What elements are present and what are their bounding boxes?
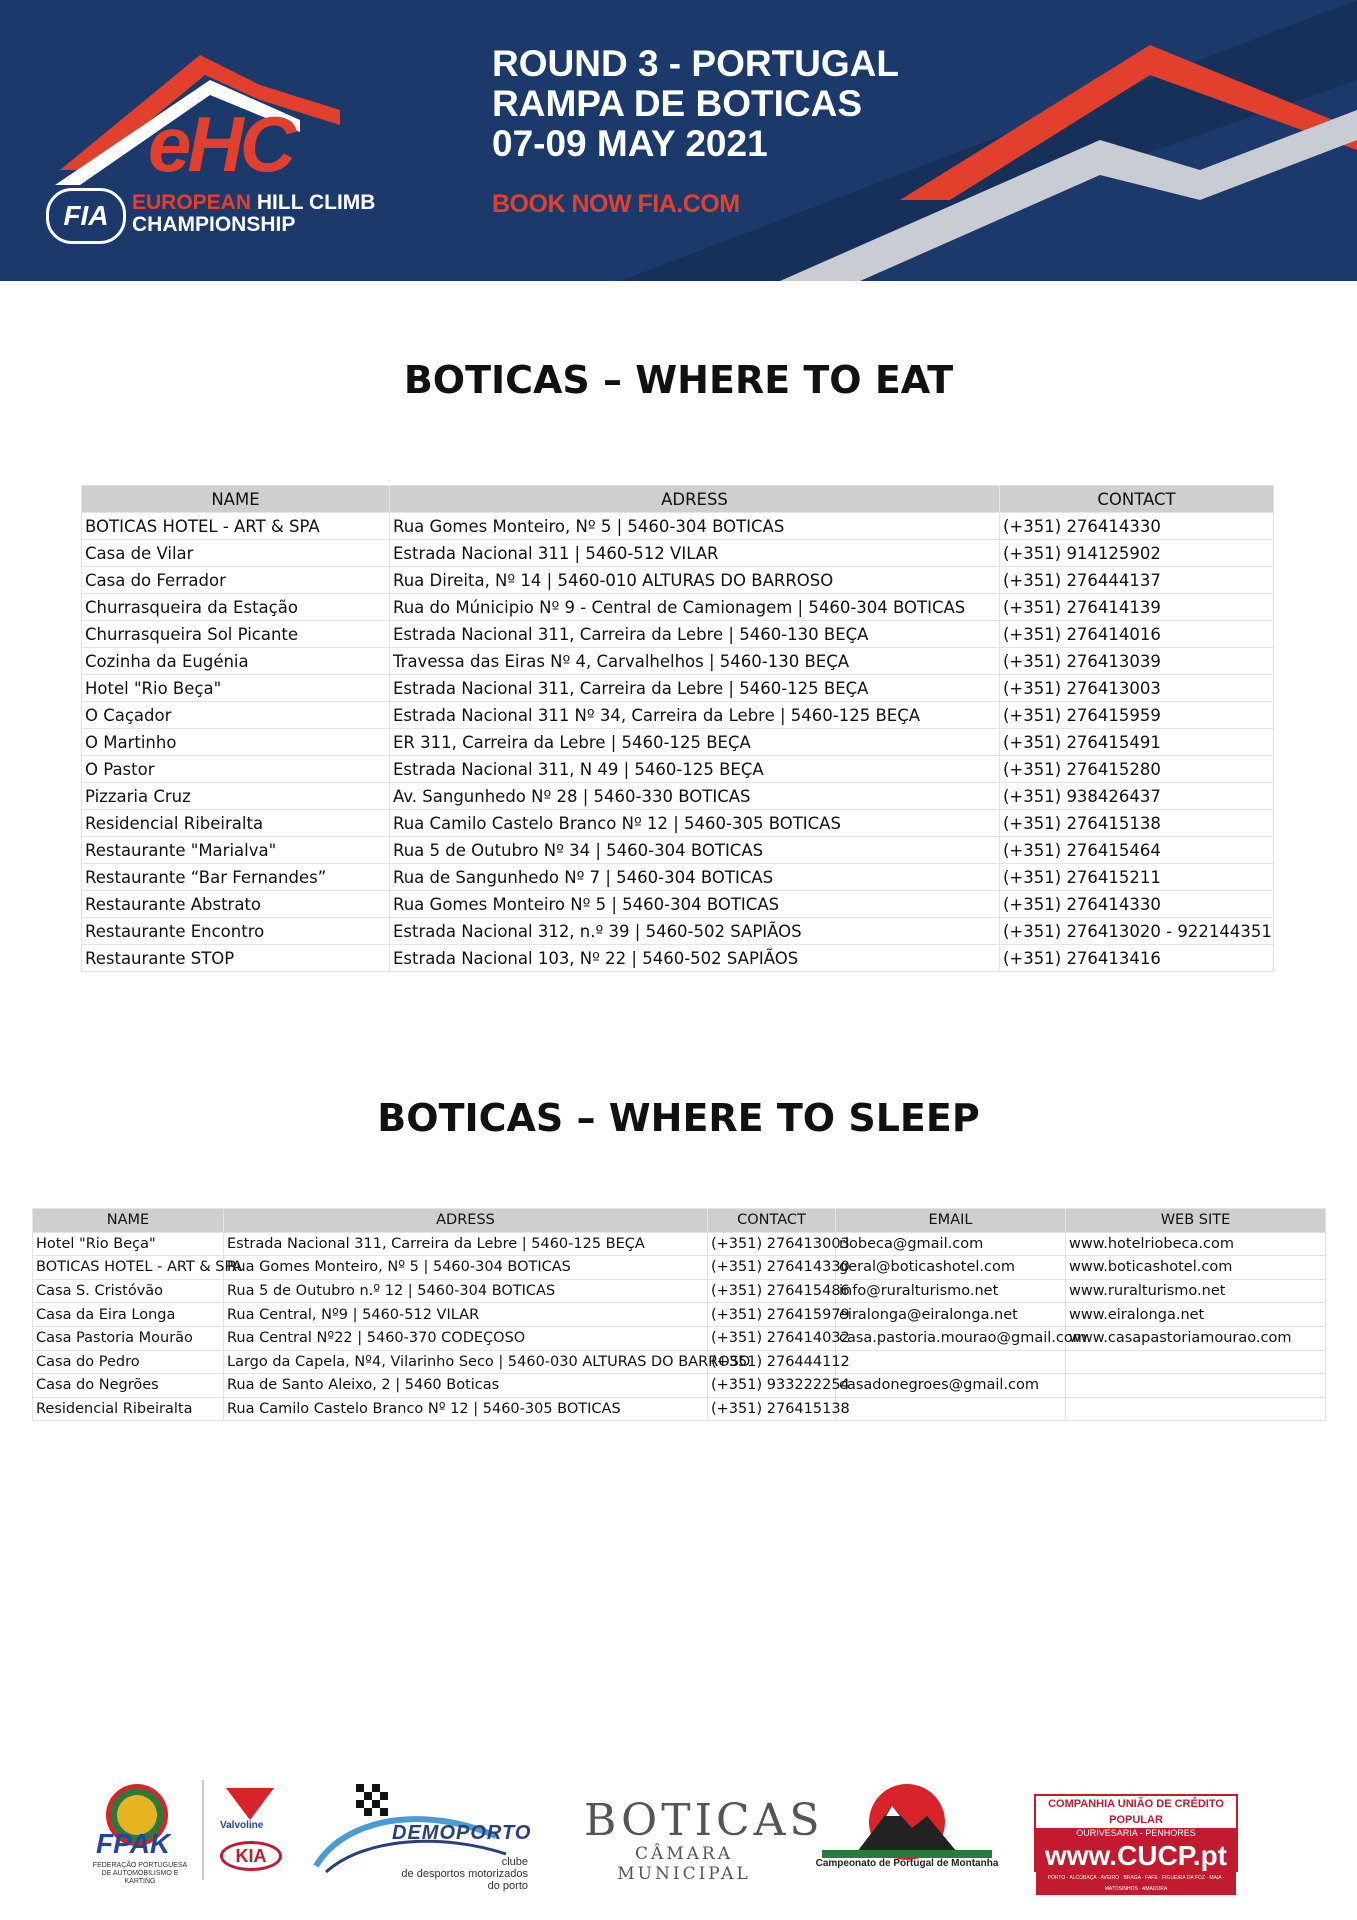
fpak-logo (92, 1784, 188, 1885)
table-row (82, 648, 1274, 675)
series-name-line2: CHAMPIONSHIP (132, 213, 296, 236)
table-cell: (+351) 276415491 (1000, 729, 1274, 756)
table-cell: O Caçador (82, 702, 390, 729)
ehc-logo (148, 100, 293, 188)
table-cell: Hotel "Rio Beça" (33, 1232, 224, 1256)
boticas-logo-subtext: CÂMARA MUNICIPAL (617, 1844, 751, 1884)
table-cell: Residencial Ribeiralta (82, 810, 390, 837)
table-cell: (+351) 276415138 (1000, 810, 1274, 837)
eat-column-header: CONTACT (1000, 486, 1274, 513)
event-round: ROUND 3 - PORTUGAL (492, 43, 899, 84)
table-cell: info@ruralturismo.net (836, 1279, 1066, 1303)
table-cell: www.boticashotel.com (1066, 1256, 1326, 1280)
table-cell: www.ruralturismo.net (1066, 1279, 1326, 1303)
table-cell: Casa S. Cristóvão (33, 1279, 224, 1303)
table-cell: Largo da Capela, Nº4, Vilarinho Seco | 5460-030 ALTURAS DO BARROSO (224, 1350, 708, 1374)
sleep-column-header: NAME (33, 1209, 224, 1233)
table-row (82, 594, 1274, 621)
sleep-table (32, 1208, 1326, 1421)
table-cell: Restaurante Abstrato (82, 891, 390, 918)
table-cell: Estrada Nacional 311 Nº 34, Carreira da Lebre | 5460-125 BEÇA (390, 702, 1000, 729)
table-cell: Estrada Nacional 311, Carreira da Lebre | 5460-125 BEÇA (224, 1232, 708, 1256)
table-cell: Rua Camilo Castelo Branco Nº 12 | 5460-305 BOTICAS (390, 810, 1000, 837)
demoporto-logo-text: DEMOPORTO (392, 1822, 532, 1844)
table-cell: Estrada Nacional 311, N 49 | 5460-125 BEÇA (390, 756, 1000, 783)
divider (202, 1780, 204, 1880)
table-row (82, 810, 1274, 837)
table-cell (1066, 1374, 1326, 1398)
eat-column-header: NAME (82, 486, 390, 513)
table-cell: (+351) 276444137 (1000, 567, 1274, 594)
table-cell: casa.pastoria.mourao@gmail.com (836, 1326, 1066, 1350)
table-cell: eiralonga@eiralonga.net (836, 1303, 1066, 1327)
table-cell: O Martinho (82, 729, 390, 756)
table-cell: Casa do Ferrador (82, 567, 390, 594)
demoporto-logo (306, 1776, 546, 1892)
table-row (82, 621, 1274, 648)
table-cell: Estrada Nacional 103, Nº 22 | 5460-502 SAPIÃOS (390, 945, 1000, 972)
table-row (33, 1279, 1326, 1303)
table-row (33, 1232, 1326, 1256)
cucp-locations: PORTO · ALCOBAÇA · AVEIRO · BRAGA · FAFE · FIGUEIRA DA FOZ · MAIA · MATOSINHOS · AMADORA (1036, 1873, 1236, 1895)
table-cell: Residencial Ribeiralta (33, 1397, 224, 1421)
cpm-logo (812, 1776, 1002, 1884)
table-cell: Estrada Nacional 311 | 5460-512 VILAR (390, 540, 1000, 567)
table-cell: Casa Pastoria Mourão (33, 1326, 224, 1350)
table-cell: (+351) 276413003 (708, 1232, 836, 1256)
table-cell: Rua do Múnicipio Nº 9 - Central de Camionagem | 5460-304 BOTICAS (390, 594, 1000, 621)
table-cell: Churrasqueira da Estação (82, 594, 390, 621)
demoporto-sub2: de desportos motorizados (401, 1868, 528, 1880)
valvoline-v-icon (226, 1788, 274, 1820)
table-cell: Casa do Negrões (33, 1374, 224, 1398)
table-cell: BOTICAS HOTEL - ART & SPA (33, 1256, 224, 1280)
sleep-column-header: ADRESS (224, 1209, 708, 1233)
table-cell (836, 1350, 1066, 1374)
fia-logo: FIA (46, 188, 126, 244)
table-row (33, 1397, 1326, 1421)
table-row (82, 567, 1274, 594)
table-row (82, 540, 1274, 567)
series-name (132, 192, 375, 236)
ehc-logo-text: eHC (148, 100, 293, 188)
table-cell (836, 1397, 1066, 1421)
event-venue: RAMPA DE BOTICAS (492, 83, 862, 124)
table-cell: Rua Gomes Monteiro, Nº 5 | 5460-304 BOTICAS (224, 1256, 708, 1280)
sleep-column-header: CONTACT (708, 1209, 836, 1233)
table-cell: Estrada Nacional 311, Carreira da Lebre | 5460-130 BEÇA (390, 621, 1000, 648)
demoporto-sub1: clube (501, 1856, 528, 1868)
table-cell: Casa do Pedro (33, 1350, 224, 1374)
kia-logo: KIA (220, 1841, 282, 1871)
table-cell: (+351) 276415979 (708, 1303, 836, 1327)
table-cell (1066, 1397, 1326, 1421)
table-cell: (+351) 276414330 (708, 1256, 836, 1280)
table-cell: Rua Gomes Monteiro, Nº 5 | 5460-304 BOTICAS (390, 513, 1000, 540)
eat-column-header: ADRESS (390, 486, 1000, 513)
mountain-icon (812, 1776, 1002, 1860)
table-cell: (+351) 914125902 (1000, 540, 1274, 567)
sleep-column-header: WEB SITE (1066, 1209, 1326, 1233)
table-cell: (+351) 276414016 (1000, 621, 1274, 648)
table-cell: Rua Camilo Castelo Branco Nº 12 | 5460-305 BOTICAS (224, 1397, 708, 1421)
table-cell: (+351) 276413039 (1000, 648, 1274, 675)
table-cell: (+351) 933222254 (708, 1374, 836, 1398)
table-cell: Rua 5 de Outubro Nº 34 | 5460-304 BOTICAS (390, 837, 1000, 864)
table-cell: casadonegroes@gmail.com (836, 1374, 1066, 1398)
cucp-logo (1034, 1794, 1238, 1892)
table-cell: (+351) 276415959 (1000, 702, 1274, 729)
table-cell: www.eiralonga.net (1066, 1303, 1326, 1327)
cucp-tagline: OURIVESARIA - PENHORES (1036, 1828, 1236, 1839)
table-row (33, 1374, 1326, 1398)
table-cell: Hotel "Rio Beça" (82, 675, 390, 702)
table-cell: Rua de Santo Aleixo, 2 | 5460 Boticas (224, 1374, 708, 1398)
table-row (33, 1326, 1326, 1350)
table-cell: (+351) 276414330 (1000, 891, 1274, 918)
sleep-column-header: EMAIL (836, 1209, 1066, 1233)
boticas-municipality-logo (584, 1795, 824, 1884)
table-cell: Rua Central Nº22 | 5460-370 CODEÇOSO (224, 1326, 708, 1350)
table-cell: (+351) 276415280 (1000, 756, 1274, 783)
table-row (33, 1256, 1326, 1280)
table-cell: Churrasqueira Sol Picante (82, 621, 390, 648)
table-cell: (+351) 276413003 (1000, 675, 1274, 702)
table-row (82, 918, 1274, 945)
table-cell: (+351) 276413416 (1000, 945, 1274, 972)
table-cell: Casa da Eira Longa (33, 1303, 224, 1327)
table-row (82, 945, 1274, 972)
table-cell: Restaurante "Marialva" (82, 837, 390, 864)
demoporto-sub3: do porto (487, 1880, 528, 1892)
table-cell: Pizzaria Cruz (82, 783, 390, 810)
event-dates: 07-09 MAY 2021 (492, 123, 768, 164)
table-cell: (+351) 276415211 (1000, 864, 1274, 891)
table-cell: www.casapastoriamourao.com (1066, 1326, 1326, 1350)
table-cell: Estrada Nacional 311, Carreira da Lebre | 5460-125 BEÇA (390, 675, 1000, 702)
table-cell: ER 311, Carreira da Lebre | 5460-125 BEÇA (390, 729, 1000, 756)
eat-table (81, 485, 1274, 972)
event-title (492, 44, 899, 164)
table-cell (1066, 1350, 1326, 1374)
table-cell: Av. Sangunhedo Nº 28 | 5460-330 BOTICAS (390, 783, 1000, 810)
table-cell: BOTICAS HOTEL - ART & SPA (82, 513, 390, 540)
header-banner (0, 0, 1357, 281)
table-row (82, 891, 1274, 918)
table-cell: Restaurante “Bar Fernandes” (82, 864, 390, 891)
table-row (33, 1303, 1326, 1327)
fpak-logo-subtext: FEDERAÇÃO PORTUGUESA DE AUTOMOBILISMO E KARTING (92, 1862, 188, 1885)
table-cell: geral@boticashotel.com (836, 1256, 1066, 1280)
table-cell: www.hotelriobeca.com (1066, 1232, 1326, 1256)
sleep-title: BOTICAS – WHERE TO SLEEP (377, 1096, 980, 1140)
table-cell: (+351) 276444112 (708, 1350, 836, 1374)
table-cell: (+351) 938426437 (1000, 783, 1274, 810)
sponsor-strip (0, 1770, 1357, 1890)
table-cell: (+351) 276414139 (1000, 594, 1274, 621)
eat-title: BOTICAS – WHERE TO EAT (403, 358, 954, 402)
cucp-url: www.CUCP.pt (1036, 1839, 1236, 1873)
table-row (82, 756, 1274, 783)
table-row (33, 1350, 1326, 1374)
book-now-link[interactable]: BOOK NOW FIA.COM (492, 190, 740, 218)
series-name-red: EUROPEAN (132, 191, 252, 214)
demoporto-logo-subtext (358, 1856, 528, 1892)
table-cell: (+351) 276413020 - 922144351 (1000, 918, 1274, 945)
series-name-white: HILL CLIMB (251, 191, 376, 214)
table-row (82, 513, 1274, 540)
table-row (82, 783, 1274, 810)
table-cell: Casa de Vilar (82, 540, 390, 567)
valvoline-logo-text: Valvoline (220, 1820, 264, 1831)
cpm-logo-text: Campeonato de Portugal de Montanha (815, 1858, 999, 1869)
table-cell: O Pastor (82, 756, 390, 783)
table-cell: (+351) 276415464 (1000, 837, 1274, 864)
table-cell: Restaurante Encontro (82, 918, 390, 945)
table-cell: Travessa das Eiras Nº 4, Carvalhelhos | 5460-130 BEÇA (390, 648, 1000, 675)
fpak-logo-text: FPAK (96, 1828, 171, 1859)
table-cell: Rua 5 de Outubro n.º 12 | 5460-304 BOTICAS (224, 1279, 708, 1303)
table-cell: Restaurante STOP (82, 945, 390, 972)
table-cell: Rua Central, Nº9 | 5460-512 VILAR (224, 1303, 708, 1327)
table-cell: Rua de Sangunhedo Nº 7 | 5460-304 BOTICAS (390, 864, 1000, 891)
table-row (82, 675, 1274, 702)
table-cell: Cozinha da Eugénia (82, 648, 390, 675)
table-row (82, 837, 1274, 864)
table-cell: riobeca@gmail.com (836, 1232, 1066, 1256)
table-cell: (+351) 276415486 (708, 1279, 836, 1303)
boticas-logo-text: BOTICAS (584, 1795, 824, 1846)
table-cell: (+351) 276414330 (1000, 513, 1274, 540)
table-row (82, 702, 1274, 729)
table-row (82, 729, 1274, 756)
table-cell: Estrada Nacional 312, n.º 39 | 5460-502 SAPIÃOS (390, 918, 1000, 945)
table-cell: Rua Direita, Nº 14 | 5460-010 ALTURAS DO BARROSO (390, 567, 1000, 594)
table-cell: Rua Gomes Monteiro Nº 5 | 5460-304 BOTICAS (390, 891, 1000, 918)
table-cell: (+351) 276415138 (708, 1397, 836, 1421)
table-cell: (+351) 276414032 (708, 1326, 836, 1350)
valvoline-kia-logos (220, 1788, 282, 1871)
table-row (82, 864, 1274, 891)
cucp-name: COMPANHIA UNIÃO DE CRÉDITO POPULAR (1036, 1796, 1236, 1828)
